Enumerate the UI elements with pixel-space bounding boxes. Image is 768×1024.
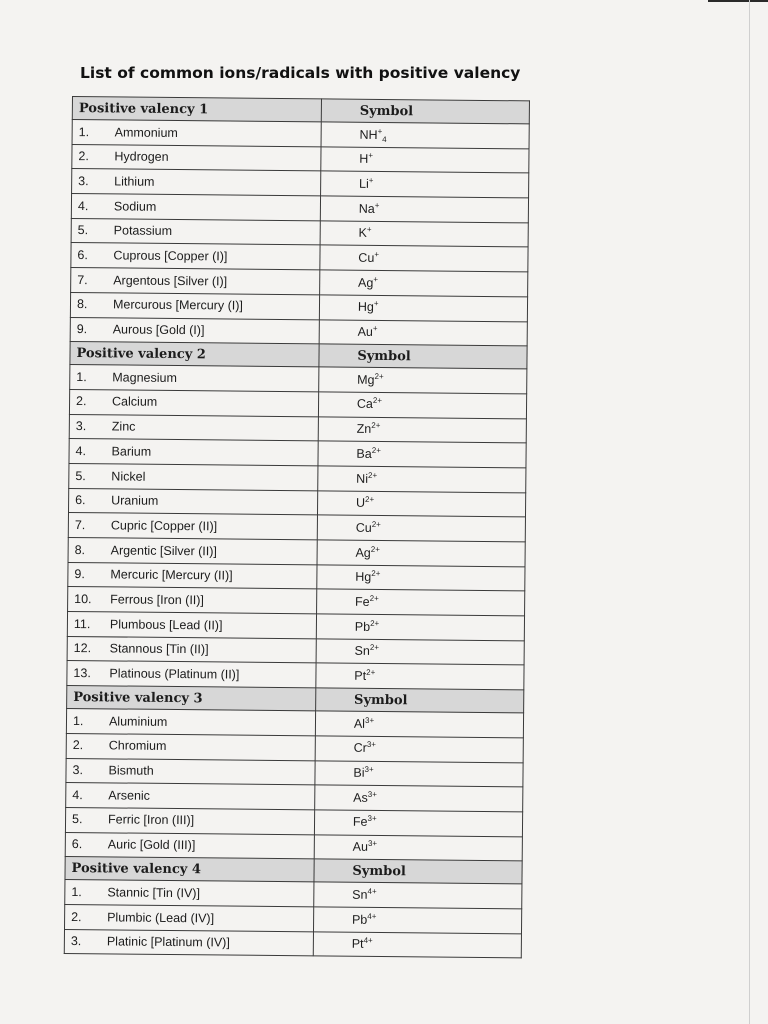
ion-charge: 2+ xyxy=(370,544,381,554)
ion-symbol-base: Pt xyxy=(351,936,364,952)
ion-name: Plumbic (Lead (IV)] xyxy=(107,909,215,925)
table-row xyxy=(64,929,521,958)
row-number: 5. xyxy=(75,468,86,483)
ion-name: Cuprous [Copper (I)] xyxy=(113,248,228,264)
ion-name: Uranium xyxy=(111,493,159,509)
ion-name-cell xyxy=(69,439,318,466)
ion-name-cell xyxy=(66,709,315,736)
ion-name: Barium xyxy=(111,444,152,459)
ion-name: Plumbous [Lead (II)] xyxy=(109,617,223,633)
ion-symbol-cell xyxy=(314,834,522,861)
ion-name-cell xyxy=(71,268,320,295)
ion-name-cell xyxy=(72,120,321,147)
ion-symbol-base: Mg xyxy=(357,372,375,387)
ion-symbol-cell xyxy=(320,196,528,223)
ion-name-cell xyxy=(67,661,316,688)
ion-symbol-base: Pb xyxy=(354,619,371,634)
ion-name-cell xyxy=(65,904,314,931)
ion-name: Argentous [Silver (I)] xyxy=(113,273,228,289)
ion-name: Lithium xyxy=(114,174,155,189)
ion-symbol-cell xyxy=(313,931,521,958)
ion-name-cell xyxy=(67,612,316,639)
ion-symbol-cell xyxy=(317,515,525,542)
row-number: 3. xyxy=(70,934,82,949)
ion-symbol-base: Sn xyxy=(352,887,368,902)
ion-name: Potassium xyxy=(113,223,173,239)
valency-heading: Positive valency 2 xyxy=(70,342,319,367)
ion-symbol-cell xyxy=(313,907,521,934)
ion-symbol-base: Cu xyxy=(355,520,372,535)
ion-name: Platinous (Platinum (II)] xyxy=(109,666,240,682)
ion-charge: 3+ xyxy=(364,715,375,725)
row-number: 2. xyxy=(71,909,82,924)
row-number: 7. xyxy=(77,272,88,287)
ion-name-cell xyxy=(72,144,321,171)
row-number: 5. xyxy=(71,812,83,827)
row-number: 9. xyxy=(74,567,85,582)
row-number: 4. xyxy=(77,198,89,213)
ion-charge: + xyxy=(366,225,372,235)
ion-name-cell xyxy=(66,758,315,785)
row-number: 6. xyxy=(71,837,83,852)
row-number: 2. xyxy=(78,149,89,164)
ion-symbol-cell xyxy=(319,295,527,322)
row-number: 9. xyxy=(76,322,88,337)
ion-name: Ammonium xyxy=(114,125,178,140)
ion-symbol-cell xyxy=(317,540,525,567)
ion-name-cell xyxy=(70,365,319,392)
ion-charge: 2+ xyxy=(366,667,376,677)
ion-name-cell xyxy=(68,513,317,540)
ion-name: Argentic [Silver (II)] xyxy=(110,542,217,559)
row-number: 4. xyxy=(72,787,83,802)
ion-name: Aluminium xyxy=(108,714,168,729)
ion-symbol-cell xyxy=(320,245,528,272)
ion-symbol-cell xyxy=(318,416,526,443)
ion-symbol-base: Pt xyxy=(354,668,367,683)
ion-symbol-base: K xyxy=(358,226,367,241)
ion-charge: + xyxy=(368,175,374,185)
ion-name-cell xyxy=(68,562,317,589)
ion-name: Bismuth xyxy=(108,763,154,778)
page-fold-line xyxy=(749,0,750,1024)
ion-charge: 2+ xyxy=(371,569,381,579)
row-number: 3. xyxy=(78,174,89,189)
ion-symbol-base: Ag xyxy=(358,275,374,290)
ion-name: Mercurous [Mercury (I)] xyxy=(112,297,243,314)
ion-symbol-cell xyxy=(317,565,525,592)
ion-symbol-cell xyxy=(316,614,524,641)
ion-symbol-base: As xyxy=(353,790,368,805)
ion-name-cell xyxy=(66,783,315,810)
ion-symbol-base: Ni xyxy=(356,471,369,486)
valency-heading: Positive valency 3 xyxy=(67,686,316,711)
ion-charge: 4+ xyxy=(367,886,377,896)
ion-name-cell xyxy=(71,218,320,245)
row-number: 3. xyxy=(72,763,84,778)
ion-symbol-base: Ba xyxy=(356,446,372,461)
row-number: 5. xyxy=(77,223,89,238)
ion-symbol-base: Au xyxy=(352,839,369,855)
ion-symbol-base: Zn xyxy=(356,421,372,437)
ion-charge: 4+ xyxy=(367,911,377,921)
ion-symbol-cell xyxy=(318,392,526,419)
row-number: 11. xyxy=(73,616,91,631)
ion-charge: 2+ xyxy=(370,618,380,628)
ion-name: Ferrous [Iron (II)] xyxy=(110,592,205,608)
ion-name-cell xyxy=(71,194,320,221)
ions-table xyxy=(64,96,530,959)
ion-symbol-base: Hg xyxy=(357,300,374,315)
ion-symbol-cell xyxy=(314,810,522,837)
ion-name-cell xyxy=(70,317,319,344)
ion-symbol-base: Cr xyxy=(353,741,367,756)
ion-charge: + xyxy=(374,200,380,210)
ion-symbol-cell xyxy=(315,711,523,738)
valency-heading: Positive valency 4 xyxy=(65,857,314,882)
page-title: List of common ions/radicals with positive valency xyxy=(80,64,521,82)
ion-name: Calcium xyxy=(111,394,158,410)
ion-charge: + xyxy=(377,126,383,136)
row-number: 2. xyxy=(76,394,87,409)
row-number: 1. xyxy=(76,369,87,384)
ion-name: Auric [Gold (III)] xyxy=(107,837,196,853)
ion-subscript: 4 xyxy=(382,134,387,144)
ion-symbol-cell xyxy=(318,441,526,468)
ion-name-cell xyxy=(71,243,320,270)
ion-name: Ferric [Iron (III)] xyxy=(107,812,195,828)
ion-name: Mercuric [Mercury (II)] xyxy=(110,567,233,583)
ion-charge: + xyxy=(372,323,378,334)
ion-charge: + xyxy=(373,299,379,309)
ion-symbol-cell xyxy=(320,221,528,248)
ion-name-cell xyxy=(68,488,317,515)
ion-charge: 2+ xyxy=(368,470,378,480)
row-number: 13. xyxy=(73,666,91,681)
page-edge-mark xyxy=(708,0,768,2)
ion-name-cell xyxy=(65,880,314,907)
ion-charge: 2+ xyxy=(371,519,381,529)
ion-symbol-cell xyxy=(319,319,527,346)
ion-name-cell xyxy=(69,414,318,441)
ion-symbol-base: Fe xyxy=(352,815,368,830)
symbol-heading: Symbol xyxy=(321,99,529,124)
ion-name: Sodium xyxy=(113,199,157,214)
row-number: 4. xyxy=(75,443,87,458)
ion-charge: 2+ xyxy=(369,643,380,653)
ion-symbol-base: Ag xyxy=(355,545,371,560)
ion-symbol-base: NH xyxy=(359,127,378,142)
row-number: 6. xyxy=(75,493,86,508)
ion-symbol-cell xyxy=(314,882,522,909)
symbol-heading: Symbol xyxy=(319,344,527,369)
ion-name-cell xyxy=(68,537,317,564)
ion-symbol-cell xyxy=(316,639,524,666)
ion-charge: + xyxy=(368,151,374,161)
ion-name-cell xyxy=(68,587,317,614)
ion-name: Stannous [Tin (II)] xyxy=(109,641,209,657)
ion-name-cell xyxy=(65,832,314,859)
ion-symbol-cell xyxy=(319,270,527,297)
ion-symbol-base: U xyxy=(355,495,366,511)
ion-charge: 3+ xyxy=(367,814,377,824)
ion-name: Cupric [Copper (II)] xyxy=(110,518,218,534)
ion-symbol-cell xyxy=(320,171,528,198)
row-number: 7. xyxy=(74,517,86,533)
row-number: 3. xyxy=(75,419,87,434)
ion-symbol-cell xyxy=(321,122,529,149)
row-number: 8. xyxy=(74,542,86,557)
ion-symbol-base: H xyxy=(359,152,369,167)
valency-heading: Positive valency 1 xyxy=(72,97,321,122)
ion-name: Zinc xyxy=(111,419,136,434)
ion-symbol-base: Sn xyxy=(354,644,370,659)
row-number: 2. xyxy=(72,738,84,753)
ion-charge: 2+ xyxy=(369,593,379,603)
ion-charge: 4+ xyxy=(363,936,373,946)
symbol-heading: Symbol xyxy=(314,859,522,884)
ion-name-cell xyxy=(72,169,321,196)
ion-charge: + xyxy=(374,249,380,259)
ion-symbol-cell xyxy=(316,589,524,616)
ion-name: Hydrogen xyxy=(114,149,169,165)
ion-name-cell xyxy=(66,733,315,760)
ion-charge: + xyxy=(373,274,379,284)
ion-name: Nickel xyxy=(111,468,146,484)
ion-name-cell xyxy=(69,463,318,490)
ion-charge: 2+ xyxy=(371,421,381,431)
ion-charge: 3+ xyxy=(367,839,378,849)
ion-charge: 3+ xyxy=(366,740,377,750)
ion-symbol-base: Li xyxy=(358,176,369,191)
ion-name-cell xyxy=(65,807,314,834)
ion-name: Aurous [Gold (I)] xyxy=(112,322,205,338)
ion-charge: 3+ xyxy=(364,764,374,775)
ion-name: Chromium xyxy=(108,738,167,754)
ion-symbol-base: Au xyxy=(357,324,373,339)
row-number: 8. xyxy=(76,297,88,312)
symbol-heading: Symbol xyxy=(315,688,523,713)
ion-symbol-base: Ca xyxy=(356,397,373,412)
ion-symbol-cell xyxy=(316,663,524,690)
row-number: 6. xyxy=(77,248,88,263)
ion-symbol-cell xyxy=(321,147,529,174)
ion-charge: 2+ xyxy=(365,495,375,505)
ion-symbol-cell xyxy=(317,491,525,518)
ion-name-cell xyxy=(64,929,313,956)
ion-symbol-cell xyxy=(319,367,527,394)
ion-symbol-base: Fe xyxy=(354,594,370,609)
ion-name: Stannic [Tin (IV)] xyxy=(107,885,201,901)
row-number: 1. xyxy=(78,124,90,139)
row-number: 12. xyxy=(73,641,92,656)
ions-table-body xyxy=(64,97,529,959)
ion-symbol-base: Cu xyxy=(358,250,375,265)
ion-symbol-cell xyxy=(318,466,526,493)
ion-symbol-cell xyxy=(315,760,523,787)
row-number: 1. xyxy=(72,713,84,728)
ion-name: Platinic [Platinum (IV)] xyxy=(106,934,230,950)
ion-charge: 2+ xyxy=(372,396,383,406)
ion-name-cell xyxy=(69,389,318,416)
ion-symbol-base: Hg xyxy=(355,570,372,585)
row-number: 1. xyxy=(71,884,82,899)
ion-name: Arsenic xyxy=(108,788,151,803)
ion-name: Magnesium xyxy=(112,370,177,385)
ion-symbol-base: Pb xyxy=(351,912,368,927)
row-number: 10. xyxy=(74,592,92,607)
ion-symbol-cell xyxy=(315,736,523,763)
ion-symbol-base: Na xyxy=(358,201,375,216)
ion-charge: 2+ xyxy=(371,445,381,455)
ion-symbol-base: Bi xyxy=(353,765,365,780)
ion-name-cell xyxy=(70,292,319,319)
ion-symbol-cell xyxy=(315,785,523,812)
ion-charge: 2+ xyxy=(374,371,384,381)
ion-name-cell xyxy=(67,636,316,663)
ion-symbol-base: Al xyxy=(353,716,366,731)
ion-charge: 3+ xyxy=(367,789,377,799)
